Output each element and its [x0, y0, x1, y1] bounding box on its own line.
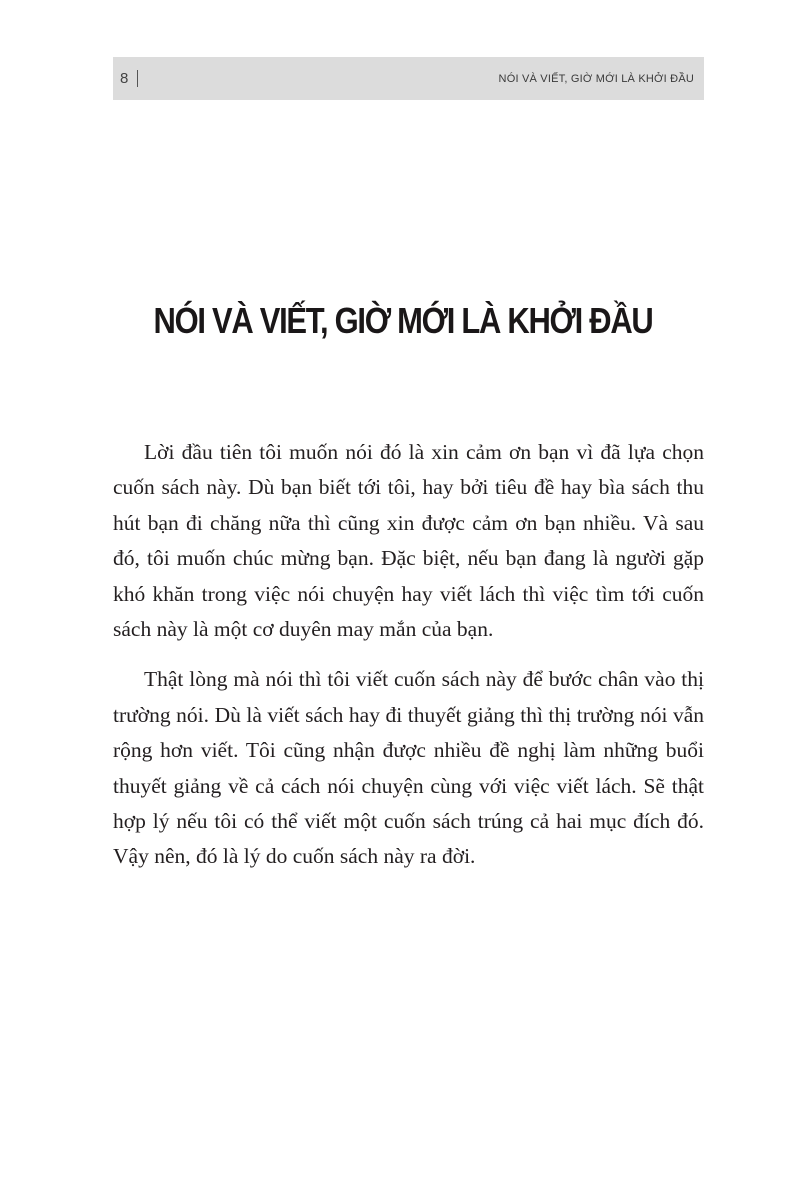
- paragraph: Lời đầu tiên tôi muốn nói đó là xin cảm ơn bạn vì đã lựa chọn cuốn sách này. Dù bạn biết tới tôi, hay bởi tiêu đề hay bìa sách thu hút bạn đi chăng nữa thì cũng xin được cảm ơn bạn nhiều. Và sau đó, tôi muốn chúc mừng bạn. Đặc biệt, nếu bạn đang là người gặp khó khăn trong việc nói chuyện hay viết lách thì việc tìm tới cuốn sách này là một cơ duyên may mắn của bạn.: [113, 440, 704, 642]
- body-text: [113, 435, 704, 890]
- running-title: NÓI VÀ VIẾT, GIỜ MỚI LÀ KHỞI ĐẦU: [498, 72, 694, 85]
- chapter-title: NÓI VÀ VIẾT, GIỜ MỚI LÀ KHỞI ĐẦU: [153, 300, 653, 341]
- paragraph: Thật lòng mà nói thì tôi viết cuốn sách này để bước chân vào thị trường nói. Dù là viết sách hay đi thuyết giảng thì thị trường nói vẫn rộng hơn viết. Tôi cũng nhận được nhiều đề nghị làm những buổi thuyết giảng về cả cách nói chuyện cùng với việc viết lách. Sẽ thật hợp lý nếu tôi có thể viết một cuốn sách trúng cả hai mục đích đó. Vậy nên, đó là lý do cuốn sách này ra đời.: [113, 667, 704, 869]
- header-divider: [137, 70, 138, 87]
- page-number-group: [120, 70, 138, 87]
- running-header: [113, 57, 704, 100]
- page-number: 8: [120, 70, 129, 87]
